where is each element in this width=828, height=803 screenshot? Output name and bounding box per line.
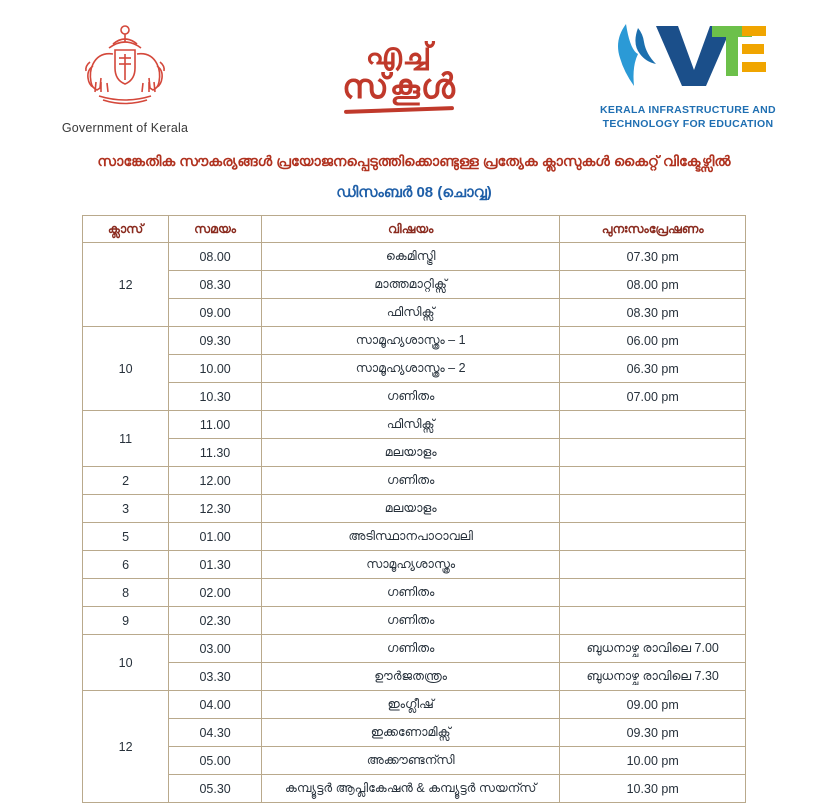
cell-time: 11.00 [169, 411, 262, 439]
cell-subject: ഇക്കണോമിക്സ് [262, 719, 560, 747]
cell-rebroadcast: ബുധനാഴ്ച രാവിലെ 7.00 [560, 635, 746, 663]
hai-school-logo [299, 40, 499, 112]
cell-time: 04.00 [169, 691, 262, 719]
cell-rebroadcast: 06.30 pm [560, 355, 746, 383]
table-row [83, 747, 746, 775]
table-row [83, 607, 746, 635]
table-row [83, 523, 746, 551]
cell-rebroadcast [560, 607, 746, 635]
cell-subject: ഊർജതന്ത്രം [262, 663, 560, 691]
cell-subject: ഇംഗ്ലീഷ് [262, 691, 560, 719]
table-row [83, 299, 746, 327]
cell-rebroadcast [560, 579, 746, 607]
cell-time: 02.00 [169, 579, 262, 607]
government-of-kerala-logo [40, 18, 210, 135]
schedule-table [82, 215, 746, 803]
cell-subject: മലയാളം [262, 495, 560, 523]
table-row [83, 271, 746, 299]
cell-subject: മാത്തമാറ്റിക്സ് [262, 271, 560, 299]
table-row [83, 691, 746, 719]
table-header-row [83, 216, 746, 243]
cell-time: 01.00 [169, 523, 262, 551]
cell-subject: അക്കൗണ്ടന്സി [262, 747, 560, 775]
table-row [83, 327, 746, 355]
kite-logo-icon [608, 18, 768, 97]
schedule-date: ഡിസംബർ 08 (ചൊവ്വ) [336, 184, 492, 201]
table-row [83, 719, 746, 747]
table-row [83, 495, 746, 523]
cell-class: 9 [83, 607, 169, 635]
cell-time: 08.30 [169, 271, 262, 299]
column-header-time: സമയം [169, 216, 262, 243]
cell-rebroadcast: 07.30 pm [560, 243, 746, 271]
government-of-kerala-label: Government of Kerala [61, 121, 189, 135]
cell-time: 05.30 [169, 775, 262, 803]
cell-rebroadcast [560, 439, 746, 467]
cell-rebroadcast: 09.00 pm [560, 691, 746, 719]
table-row [83, 663, 746, 691]
cell-rebroadcast: 09.30 pm [560, 719, 746, 747]
cell-subject: മലയാളം [262, 439, 560, 467]
table-row [83, 551, 746, 579]
cell-subject: സാമൂഹ്യശാസ്ത്രം – 2 [262, 355, 560, 383]
cell-rebroadcast: 10.30 pm [560, 775, 746, 803]
hai-school-logo-line1: എച്ച് [365, 38, 433, 71]
cell-subject: അടിസ്ഥാനപാഠാവലി [262, 523, 560, 551]
cell-subject: ഫിസിക്സ് [262, 299, 560, 327]
cell-class: 12 [83, 691, 169, 803]
table-row [83, 439, 746, 467]
table-row [83, 579, 746, 607]
cell-rebroadcast: ബുധനാഴ്ച രാവിലെ 7.30 [560, 663, 746, 691]
cell-class: 8 [83, 579, 169, 607]
cell-time: 04.30 [169, 719, 262, 747]
hai-school-underline-decoration [344, 106, 454, 114]
cell-time: 02.30 [169, 607, 262, 635]
cell-rebroadcast [560, 495, 746, 523]
cell-rebroadcast [560, 523, 746, 551]
cell-subject: ഫിസിക്സ് [262, 411, 560, 439]
cell-time: 12.00 [169, 467, 262, 495]
cell-subject: ഗണിതം [262, 579, 560, 607]
kite-label [600, 103, 776, 131]
cell-time: 11.30 [169, 439, 262, 467]
cell-class: 5 [83, 523, 169, 551]
cell-time: 03.00 [169, 635, 262, 663]
cell-class: 10 [83, 327, 169, 411]
table-row [83, 775, 746, 803]
cell-rebroadcast: 10.00 pm [560, 747, 746, 775]
table-row [83, 355, 746, 383]
cell-time: 12.30 [169, 495, 262, 523]
schedule-table-wrap [0, 201, 828, 803]
cell-subject: സാമൂഹ്യശാസ്ത്രം – 1 [262, 327, 560, 355]
table-row [83, 383, 746, 411]
cell-subject: കമ്പ്യൂട്ടർ ആപ്ലികേഷൻ & കമ്പ്യൂട്ടർ സയന്സ് [262, 775, 560, 803]
cell-class: 10 [83, 635, 169, 691]
column-header-class: ക്ലാസ് [83, 216, 169, 243]
cell-class: 2 [83, 467, 169, 495]
cell-class: 3 [83, 495, 169, 523]
kerala-state-emblem-icon [69, 18, 181, 115]
table-row [83, 467, 746, 495]
table-body [83, 243, 746, 803]
cell-time: 09.00 [169, 299, 262, 327]
kite-label-line1: KERALA INFRASTRUCTURE AND [600, 104, 776, 116]
cell-time: 08.00 [169, 243, 262, 271]
cell-class: 12 [83, 243, 169, 327]
cell-time: 05.00 [169, 747, 262, 775]
hai-school-logo-line2: സ്‌കൂൾ [342, 68, 456, 106]
page-header [0, 0, 828, 150]
kite-label-line2: TECHNOLOGY FOR EDUCATION [602, 118, 774, 131]
page-title: സാങ്കേതിക സൗകര്യങ്ങൾ പ്രയോജനപ്പെടുത്തിക്കൊണ്ടുള്ള പ്രത്യേക ക്ലാസുകൾ കൈറ്റ് വിക്ടേഴ്സിൽ [97, 154, 731, 170]
cell-rebroadcast [560, 551, 746, 579]
cell-rebroadcast [560, 467, 746, 495]
cell-subject: ഗണിതം [262, 635, 560, 663]
column-header-rebroadcast: പുനഃസംപ്രേഷണം [560, 216, 746, 243]
cell-subject: ഗണിതം [262, 467, 560, 495]
cell-subject: സാമൂഹ്യശാസ്ത്രം [262, 551, 560, 579]
cell-rebroadcast: 08.00 pm [560, 271, 746, 299]
cell-time: 01.30 [169, 551, 262, 579]
cell-class: 6 [83, 551, 169, 579]
table-row [83, 243, 746, 271]
cell-rebroadcast: 07.00 pm [560, 383, 746, 411]
kite-logo [588, 18, 788, 131]
cell-class: 11 [83, 411, 169, 467]
cell-time: 10.00 [169, 355, 262, 383]
table-row [83, 635, 746, 663]
table-row [83, 411, 746, 439]
column-header-subject: വിഷയം [262, 216, 560, 243]
cell-rebroadcast: 08.30 pm [560, 299, 746, 327]
cell-subject: ഗണിതം [262, 383, 560, 411]
cell-subject: കെമിസ്ട്രി [262, 243, 560, 271]
table-header [83, 216, 746, 243]
cell-time: 03.30 [169, 663, 262, 691]
cell-rebroadcast: 06.00 pm [560, 327, 746, 355]
cell-subject: ഗണിതം [262, 607, 560, 635]
cell-time: 10.30 [169, 383, 262, 411]
cell-rebroadcast [560, 411, 746, 439]
cell-time: 09.30 [169, 327, 262, 355]
